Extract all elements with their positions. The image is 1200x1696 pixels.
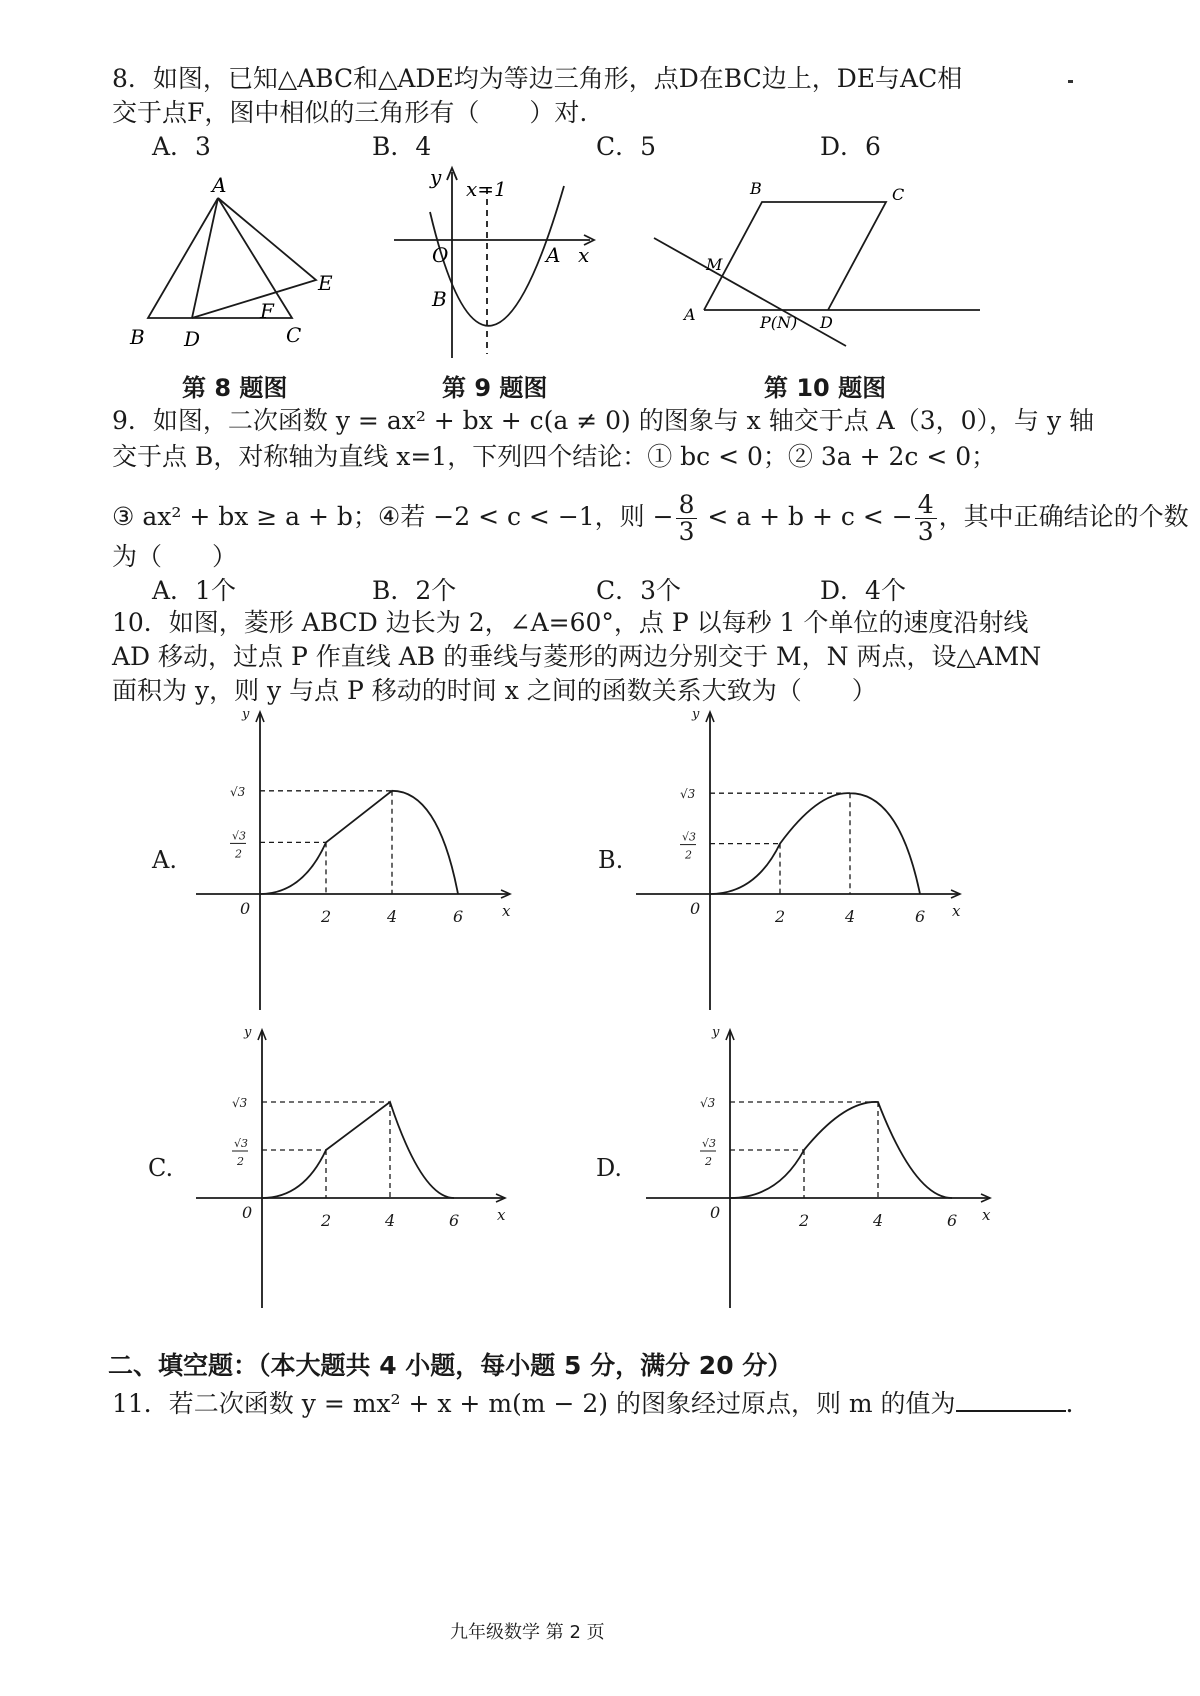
q11-answer-blank[interactable]	[956, 1386, 1066, 1412]
fig10-label-a: A	[684, 305, 696, 324]
x-tick-label-2: 2	[321, 1211, 332, 1230]
fig10-label-c: C	[892, 185, 905, 204]
fig8-caption: 第 8 题图	[182, 374, 288, 402]
origin-label: 0	[242, 1203, 253, 1222]
fig9-label-o: O	[432, 243, 449, 267]
x-tick-label-6: 6	[915, 907, 926, 926]
x-tick-label-2: 2	[799, 1211, 810, 1230]
q8-option-d: D．6	[820, 132, 881, 161]
y-tick-sqrt3: √3	[700, 1096, 716, 1110]
q9-line-1: 9．如图，二次函数 y = ax² + bx + c(a ≠ 0) 的图象与 x 轴交于点 A（3，0），与 y 轴	[112, 406, 1095, 435]
q11-end: .	[1065, 1389, 1074, 1418]
fig8-label-a: A	[212, 173, 227, 197]
function-curve	[730, 1102, 952, 1198]
fig8-label-b: B	[130, 325, 145, 349]
q11-text: 11．若二次函数 y = mx² + x + m(m − 2) 的图象经过原点，则 m 的值为	[112, 1389, 956, 1418]
q9-option-b: B．2个	[372, 576, 457, 605]
fig10-label-b: B	[750, 179, 762, 198]
fig9-label-axis: x=1	[466, 177, 507, 201]
graph-option-a-label: A.	[152, 846, 177, 874]
fig8-label-c: C	[286, 323, 302, 347]
x-axis-label: x	[497, 1206, 506, 1224]
q9-line-3-part-a: ③ ax² + bx ≥ a + b；④若 −2 < c < −1，则 −	[112, 502, 674, 531]
q11-line	[112, 1386, 1074, 1421]
q9-fraction-1	[676, 492, 698, 545]
x-tick-label-4: 4	[845, 907, 856, 926]
q9-fraction-1-den: 3	[678, 517, 695, 546]
fig9-label-x: x	[578, 243, 590, 267]
y-tick-half-num: √3	[682, 830, 697, 844]
graph-option-c	[190, 1012, 520, 1312]
y-tick-half-num: √3	[232, 829, 247, 843]
x-axis-label: x	[502, 902, 511, 920]
fig8-label-f: F	[260, 299, 274, 323]
q10-line-2: AD 移动，过点 P 作直线 AB 的垂线与菱形的两边分别交于 M，N 两点，设△AMN	[112, 642, 1042, 671]
fig8-label-d: D	[184, 327, 201, 351]
fig9-caption: 第 9 题图	[442, 374, 548, 402]
x-axis-label: x	[952, 902, 961, 920]
origin-label: 0	[710, 1203, 721, 1222]
y-tick-half-den: 2	[235, 847, 242, 861]
y-tick-half-den: 2	[685, 848, 692, 862]
fig10-label-pn: P(N)	[760, 313, 798, 332]
q9-line-2: 交于点 B，对称轴为直线 x=1，下列四个结论：① bc < 0；② 3a + 2c < 0；	[112, 442, 997, 471]
x-tick-label-4: 4	[387, 907, 398, 926]
x-tick-label-6: 6	[453, 907, 464, 926]
x-tick-label-6: 6	[449, 1211, 460, 1230]
graph-option-b-label: B.	[598, 846, 624, 874]
y-axis-label: y	[712, 1025, 720, 1040]
q8-line-1: 8．如图，已知△ABC和△ADE均为等边三角形，点D在BC边上，DE与AC相	[112, 64, 963, 93]
q10-line-1: 10．如图，菱形 ABCD 边长为 2，∠A=60°，点 P 以每秒 1 个单位的速度沿射线	[112, 608, 1029, 637]
y-axis-label: y	[244, 1025, 252, 1040]
q8-option-b: B．4	[372, 132, 432, 161]
x-tick-label-6: 6	[947, 1211, 958, 1230]
x-axis-label: x	[982, 1206, 991, 1224]
section-2-title: 二、填空题：（本大题共 4 小题，每小题 5 分，满分 20 分）	[108, 1351, 793, 1380]
x-tick-label-4: 4	[385, 1211, 396, 1230]
figure-8-triangles	[120, 170, 360, 360]
q8-line-2: 交于点F，图中相似的三角形有（ ）对.	[112, 98, 588, 127]
fig8-label-e: E	[318, 271, 333, 295]
fig10-caption: 第 10 题图	[764, 374, 887, 402]
y-tick-half-den: 2	[705, 1155, 712, 1168]
graph-option-a	[190, 704, 520, 1014]
figure-9-parabola	[390, 162, 610, 362]
graph-option-b	[630, 704, 970, 1014]
x-tick-label-2: 2	[321, 907, 332, 926]
q9-fraction-1-num: 8	[676, 492, 698, 519]
q9-fraction-2	[915, 492, 937, 545]
q10-line-3: 面积为 y，则 y 与点 P 移动的时间 x 之间的函数关系大致为（ ）	[112, 676, 877, 705]
q9-line-3-part-c: ，其中正确结论的个数	[938, 502, 1189, 531]
y-tick-half-num: √3	[702, 1137, 717, 1150]
q9-fraction-2-num: 4	[915, 492, 937, 519]
y-tick-half-num: √3	[234, 1137, 249, 1150]
graph-option-d	[640, 1012, 1000, 1312]
y-axis-label: y	[242, 707, 250, 722]
q9-line-3	[112, 492, 1189, 545]
origin-label: 0	[240, 899, 251, 918]
y-tick-half-den: 2	[237, 1155, 244, 1168]
scan-mark	[1068, 80, 1073, 83]
q8-option-a: A．3	[152, 132, 211, 161]
q9-option-a: A．1个	[152, 576, 236, 605]
graph-option-d-label: D.	[596, 1154, 623, 1182]
q9-line-3-part-b: < a + b + c < −	[699, 502, 913, 531]
y-tick-sqrt3: √3	[230, 784, 246, 799]
y-tick-sqrt3: √3	[232, 1096, 248, 1110]
fig10-label-d: D	[820, 313, 833, 332]
fig10-label-m: M	[706, 255, 723, 274]
y-axis-label: y	[692, 707, 700, 722]
y-tick-sqrt3: √3	[680, 787, 696, 802]
fig9-label-b: B	[432, 287, 447, 311]
x-tick-label-4: 4	[873, 1211, 884, 1230]
q9-option-d: D．4个	[820, 576, 906, 605]
figure-10-rhombus	[648, 174, 988, 354]
origin-label: 0	[690, 899, 701, 918]
q9-line-4: 为（ ）	[112, 542, 238, 571]
q9-option-c: C．3个	[596, 576, 682, 605]
q9-fraction-2-den: 3	[917, 517, 934, 546]
q8-option-c: C．5	[596, 132, 657, 161]
page-footer: 九年级数学 第 2 页	[450, 1622, 605, 1643]
graph-option-c-label: C.	[148, 1154, 174, 1182]
x-tick-label-2: 2	[775, 907, 786, 926]
fig9-label-a: A	[546, 243, 561, 267]
fig9-label-y: y	[430, 165, 442, 189]
